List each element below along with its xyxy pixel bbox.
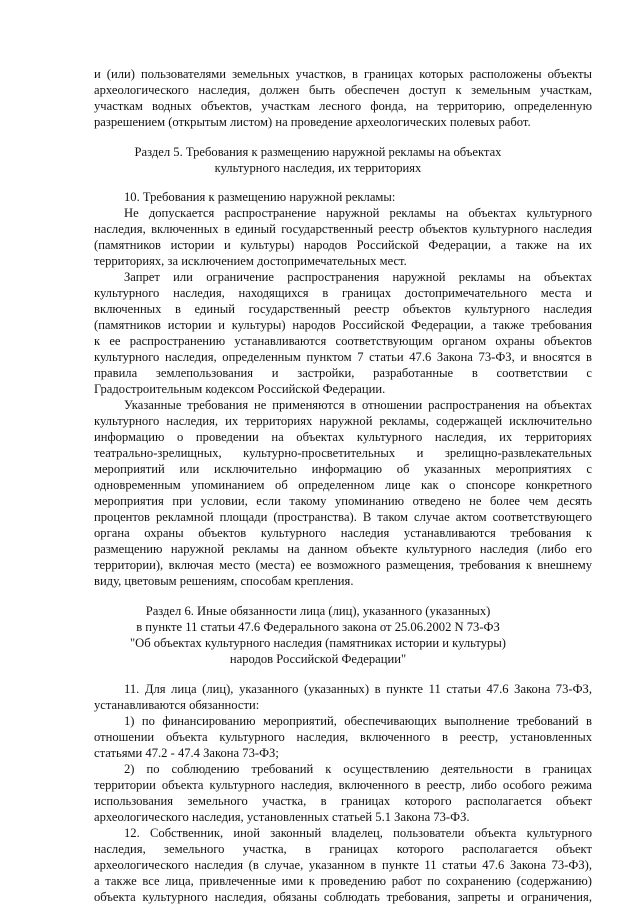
text-line: (памятников истории и культуры) народов Российской Федерации, а также требования bbox=[94, 318, 592, 332]
text-line: разрешением (открытым листом) на проведение археологических полевых работ. bbox=[94, 115, 531, 129]
text-line: информацию о проведении на объектах культурного наследия, их территориях bbox=[94, 430, 592, 444]
text-line: Запрет или ограничение распространения наружной рекламы на объектах bbox=[124, 270, 592, 284]
text-line: 1) по финансированию мероприятий, обеспечивающих выполнение требований в bbox=[124, 714, 592, 728]
text-line: археологического наследия (в случае, указанном в пункте 11 статьи 47.6 Закона 73-ФЗ), bbox=[94, 858, 592, 872]
text-line: устанавливаются обязанности: bbox=[94, 698, 260, 712]
text-line: территории объекта культурного наследия, включенного в реестр, либо особого режима bbox=[94, 778, 592, 792]
text-line: территориях, за исключением достопримечательных мест. bbox=[94, 254, 407, 268]
text-line: к ее распространению устанавливаются соответствующим органом охраны объектов bbox=[94, 334, 592, 348]
text-line: а также все лица, привлеченные ими к проведению работ по сохранению (содержанию) bbox=[94, 874, 592, 888]
text-line: мероприятия при условии, если такому упоминанию отведено не более чем десять bbox=[94, 494, 592, 508]
text-line: культурного наследия, определенным пунктом 7 статьи 47.6 Закона 73-ФЗ, и вносятся в bbox=[94, 350, 592, 364]
text-line: отношении объекта культурного наследия, включенного в реестр, установленных bbox=[94, 730, 592, 744]
text-line: Не допускается распространение наружной рекламы на объектах культурного bbox=[124, 206, 592, 220]
text-line: использования земельного участка, в границах которого располагается объект bbox=[94, 794, 592, 808]
text-line: участкам водных объектов, участкам лесного фонда, на территорию, определенную bbox=[94, 99, 592, 113]
text-line: правила землепользования и застройки, разработанные в соответствии с bbox=[94, 366, 592, 380]
text-line: культурного наследия, находящихся в границах достопримечательного места и bbox=[94, 286, 592, 300]
text-line: размещению наружной рекламы на данном объекте культурного наследия (либо его bbox=[94, 542, 592, 556]
text-line: театрально-зрелищных, культурно-просветительных и зрелищно-развлекательных bbox=[94, 446, 592, 460]
text-line: виду, цветовым решениям, способам крепления. bbox=[94, 574, 354, 588]
section-6-title: в пункте 11 статьи 47.6 Федерального закона от 25.06.2002 N 73-ФЗ bbox=[136, 620, 500, 634]
text-line: статьями 47.2 - 47.4 Закона 73-ФЗ; bbox=[94, 746, 279, 760]
text-line: 12. Собственник, иной законный владелец, пользователи объекта культурного bbox=[124, 826, 592, 840]
text-line: наследия, включенных в единый государственный реестр объектов культурного наследия bbox=[94, 222, 592, 236]
text-line: (памятников истории и культуры) народов Российской Федерации, а также на их bbox=[94, 238, 592, 252]
section-6-title: "Об объектах культурного наследия (памятниках истории и культуры) bbox=[130, 636, 506, 650]
text-line: археологического наследия, установленных статьей 5.1 Закона 73-ФЗ. bbox=[94, 810, 470, 824]
text-line: процентов рекламной площади (пространства). В таком случае актом соответствующего bbox=[94, 510, 592, 524]
section-5-title: культурного наследия, их территориях bbox=[214, 161, 422, 175]
text-line: мероприятий или исключительно информацию об указанных мероприятиях с bbox=[94, 462, 592, 476]
section-6-title: Раздел 6. Иные обязанности лица (лиц), указанного (указанных) bbox=[145, 604, 491, 618]
text-line: и (или) пользователями земельных участков, в границах которых расположены объекты bbox=[94, 67, 592, 81]
text-line: включенных в единый государственный реестр объектов культурного наследия bbox=[94, 302, 592, 316]
text-line: наследия, земельного участка, в границах которого располагается объект bbox=[94, 842, 592, 856]
text-line: территории), включая место (места) ее возможного размещения, требования к внешнему bbox=[94, 558, 592, 572]
text-line: археологического наследия, должен быть обеспечен доступ к земельным участкам, bbox=[94, 83, 592, 97]
text-line: объекта культурного наследия, обязаны соблюдать требования, запреты и ограничения, bbox=[94, 890, 592, 904]
section-6-title: народов Российской Федерации" bbox=[229, 652, 407, 666]
text-line: культурного наследия, их территориях наружной рекламы, содержащей исключительно bbox=[94, 414, 592, 428]
text-line: 11. Для лица (лиц), указанного (указанных) в пункте 11 статьи 47.6 Закона 73-ФЗ, bbox=[124, 682, 592, 696]
text-line: 2) по соблюдению требований к осуществлению деятельности в границах bbox=[124, 762, 592, 776]
text-line: Указанные требования не применяются в отношении распространения на объектах bbox=[124, 398, 592, 412]
text-line: одновременным упоминанием об определенном лице как о спонсоре конкретного bbox=[94, 478, 592, 492]
section-5-title: Раздел 5. Требования к размещению наружной рекламы на объектах bbox=[134, 145, 502, 159]
item-10-heading: 10. Требования к размещению наружной рекламы: bbox=[124, 190, 396, 204]
text-line: Градостроительным кодексом Российской Федерации. bbox=[94, 382, 386, 396]
text-line: органа охраны объектов культурного наследия устанавливаются требования к bbox=[94, 526, 592, 540]
